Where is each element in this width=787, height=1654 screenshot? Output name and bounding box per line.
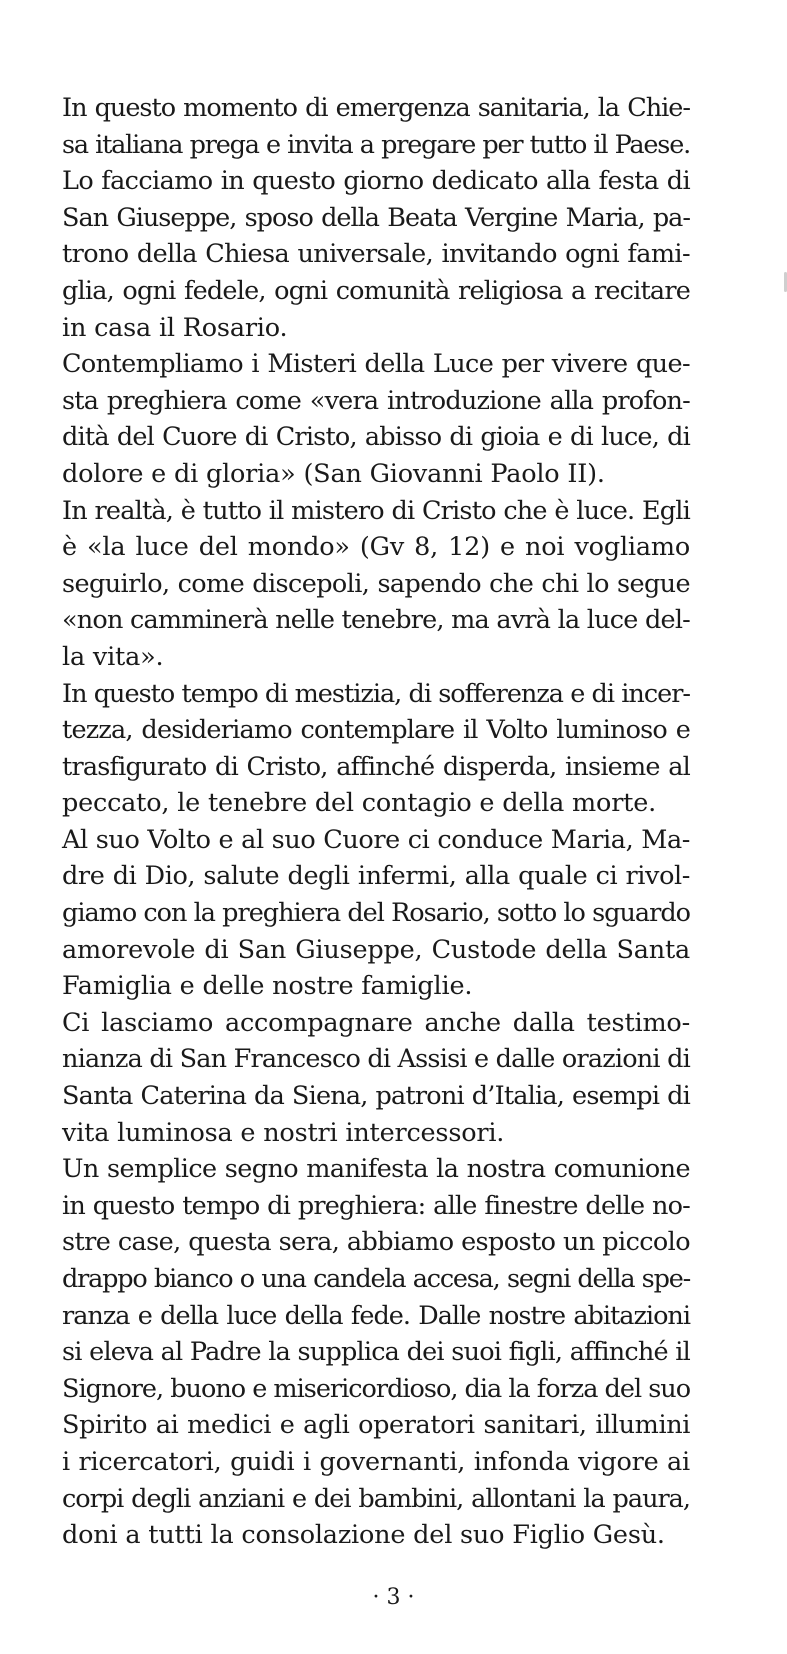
text-line: i ricercatori, guidi i governanti, infonda vigore ai xyxy=(62,1446,690,1477)
text-line: Signore, buono e misericordioso, dia la forza del suo xyxy=(62,1373,691,1404)
text-line: In realtà, è tutto il mistero di Cristo che è luce. Egli xyxy=(62,495,690,526)
text-line: ranza e della luce della fede. Dalle nostre abitazioni xyxy=(62,1300,690,1331)
text-line: dità del Cuore di Cristo, abisso di gioia e di luce, di xyxy=(62,422,690,453)
paragraph xyxy=(62,346,690,492)
text-line: seguirlo, come discepoli, sapendo che chi lo segue xyxy=(62,568,690,599)
text-line: è «la luce del mondo» (Gv 8, 12) e noi vogliamo xyxy=(62,532,690,563)
text-line: in casa il Rosario. xyxy=(62,312,288,343)
text-line: giamo con la preghiera del Rosario, sotto lo sguardo xyxy=(62,898,690,929)
text-line: Contempliamo i Misteri della Luce per vivere que- xyxy=(62,349,690,380)
page-number: · 3 · xyxy=(372,1585,415,1610)
text-line: Famiglia e delle nostre famiglie. xyxy=(62,971,473,1002)
paragraph xyxy=(62,1151,690,1554)
text-line: In questo momento di emergenza sanitaria, la Chie- xyxy=(62,93,690,123)
text-line: trono della Chiesa universale, invitando ogni fami- xyxy=(62,239,690,270)
text-line: amorevole di San Giuseppe, Custode della Santa xyxy=(62,934,690,965)
page-body xyxy=(62,90,690,1554)
text-line: San Giuseppe, sposo della Beata Vergine Maria, pa- xyxy=(62,202,690,233)
text-line: Al suo Volto e al suo Cuore ci conduce Maria, Ma- xyxy=(62,824,690,855)
text-line: dre di Dio, salute degli infermi, alla quale ci rivol- xyxy=(62,861,690,892)
text-line: Lo facciamo in questo giorno dedicato alla festa di xyxy=(62,166,690,197)
text-line: trasfigurato di Cristo, affinché disperda, insieme al xyxy=(62,751,690,782)
text-line: Santa Caterina da Siena, patroni d’Italia, esempi di xyxy=(62,1081,690,1112)
paragraph xyxy=(62,822,690,1005)
text-line: peccato, le tenebre del contagio e della morte. xyxy=(62,788,657,819)
text-line: si eleva al Padre la supplica dei suoi figli, affinché il xyxy=(62,1337,690,1368)
text-line: stre case, questa sera, abbiamo esposto un piccolo xyxy=(62,1227,690,1258)
text-line: sa italiana prega e invita a pregare per tutto il Paese. xyxy=(62,129,690,160)
paragraph xyxy=(62,90,690,346)
text-line: dolore e di gloria» (San Giovanni Paolo II). xyxy=(62,458,605,489)
paragraph xyxy=(62,493,690,676)
text-line: doni a tutti la consolazione del suo Figlio Gesù. xyxy=(62,1520,665,1551)
text-line: sta preghiera come «vera introduzione alla profon- xyxy=(62,385,690,416)
text-line: la vita». xyxy=(62,641,164,672)
paragraph xyxy=(62,676,690,822)
text-line: nianza di San Francesco di Assisi e dalle orazioni di xyxy=(62,1044,690,1075)
text-line: drappo bianco o una candela accesa, segni della spe- xyxy=(62,1264,690,1294)
text-line: in questo tempo di preghiera: alle finestre delle no- xyxy=(62,1190,690,1221)
text-line: Ci lasciamo accompagnare anche dalla testimo- xyxy=(62,1007,690,1038)
text-line: vita luminosa e nostri intercessori. xyxy=(62,1117,505,1148)
text-line: corpi degli anziani e dei bambini, allontani la paura, xyxy=(62,1483,690,1514)
text-line: Un semplice segno manifesta la nostra comunione xyxy=(62,1154,690,1185)
paragraph xyxy=(62,1005,690,1151)
text-line: glia, ogni fedele, ogni comunità religiosa a recitare xyxy=(62,275,690,306)
text-line: «non camminerà nelle tenebre, ma avrà la luce del- xyxy=(62,605,690,636)
text-line: tezza, desideriamo contemplare il Volto luminoso e xyxy=(62,715,690,746)
text-line: In questo tempo di mestizia, di sofferenza e di incer- xyxy=(62,678,690,709)
text-line: Spirito ai medici e agli operatori sanitari, illumini xyxy=(62,1410,690,1441)
